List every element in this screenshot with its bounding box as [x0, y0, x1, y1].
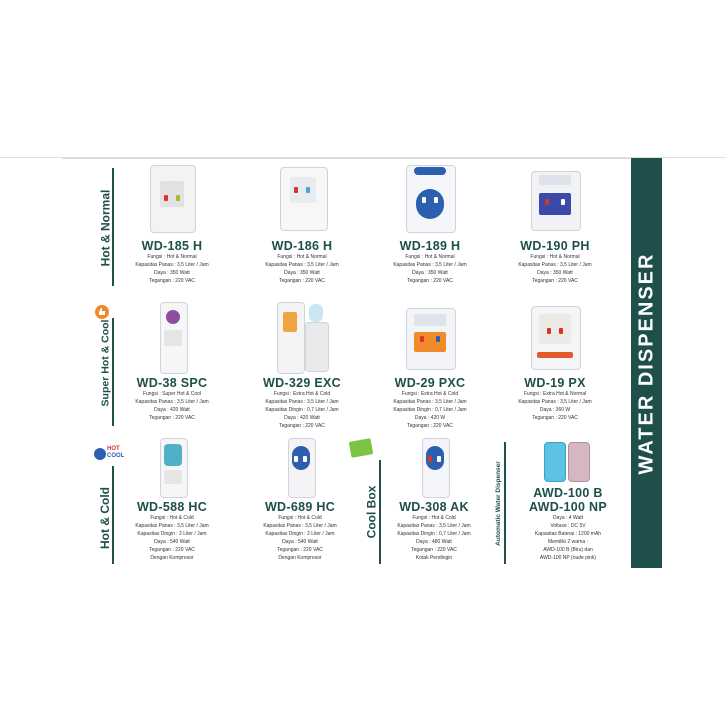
product-specs: Daya : 4 Watt Voltase : DC 5V Kapasitas Baterai : 1200 mAh Memiliki 2 warna : AWD-100 B (Biru) dan AWD-100 NP (nude pink)	[534, 515, 602, 561]
product-specs: Fungsi : Hot & Cold Kapasitas Panas : 3,5 Liter / Jam Kapasitas Dingin : 2 Liter / Jam Daya : 540 Watt Tegangan : 220 VAC Dengan Kompresor	[135, 515, 209, 561]
product-card	[368, 163, 492, 285]
row-label-text: Super Hot & Cool	[99, 319, 112, 406]
product-card	[110, 300, 234, 422]
product-specs: Fungsi : Hot & Cold Kapasitas Panas : 3,5 Liter / Jam Kapasitas Dingin : 2 Liter / Jam Daya : 540 Watt Tegangan : 220 VAC Dengan Kompresor	[263, 515, 337, 561]
dispenser-image	[404, 438, 464, 496]
product-specs: Fungsi : Hot & Normal Kapasitas Panas : 3,5 Liter / Jam Daya : 350 Watt Tegangan : 220 VAC	[135, 254, 209, 284]
cool-box-text: Cool Box	[364, 485, 379, 539]
dispenser-image	[270, 438, 330, 496]
product-model: WD-308 AK	[399, 500, 469, 514]
product-model: AWD-100 B AWD-100 NP	[528, 486, 608, 514]
product-card	[372, 438, 496, 562]
product-specs: Fungsi : Hot & Normal Kapasitas Panas : 3,5 Liter / Jam Daya : 350 Watt Tegangan : 220 VAC	[393, 254, 467, 284]
dispenser-image	[538, 438, 598, 482]
dispenser-image	[400, 163, 460, 235]
product-specs: Fungsi : Extra Hot & Cold Kapasitas Panas : 3,5 Liter / Jam Kapasitas Dingin : 0,7 Liter / Jam Daya : 420 Watt Tegangan : 220 VAC	[265, 391, 339, 429]
svg-text:HOT: HOT	[107, 446, 120, 452]
product-model: WD-185 H	[141, 239, 203, 253]
thumb-up-icon	[95, 305, 109, 319]
dispenser-image	[525, 163, 585, 235]
product-model: WD-189 H	[399, 239, 461, 253]
product-model: WD-588 HC	[136, 500, 208, 514]
product-model: WD-689 HC	[264, 500, 336, 514]
side-title	[631, 158, 662, 568]
product-model: WD-186 H	[271, 239, 333, 253]
product-model: WD-19 PX	[524, 376, 586, 390]
row-label-text: Hot & Cold	[98, 486, 112, 549]
product-card	[238, 438, 362, 562]
product-specs: Fungsi : Hot & Normal Kapasitas Panas : 3,5 Liter / Jam Daya : 350 Watt Tegangan : 220 VAC	[265, 254, 339, 284]
dispenser-image	[142, 438, 202, 496]
product-model: WD-29 PXC	[394, 376, 466, 390]
product-model: WD-38 SPC	[136, 376, 208, 390]
product-card	[110, 163, 234, 285]
svg-text:COOL: COOL	[107, 453, 125, 459]
product-card	[506, 438, 630, 562]
side-title-text: WATER DISPENSER	[635, 252, 657, 474]
product-model: WD-329 EXC	[262, 376, 342, 390]
dispenser-image	[272, 163, 332, 235]
product-card	[368, 300, 492, 430]
dispenser-image	[267, 300, 337, 372]
product-model: WD-190 PH	[520, 239, 590, 253]
product-card	[493, 163, 617, 285]
dispenser-image	[525, 300, 585, 372]
product-card	[110, 438, 234, 562]
product-specs: Fungsi : Super Hot & Cool Kapasitas Panas : 3,5 Liter / Jam Daya : 420 Watt Tegangan : 220 VAC	[135, 391, 209, 421]
product-specs: Fungsi : Hot & Cold Kapasitas Panas : 3,5 Liter / Jam Kapasitas Dingin : 0,7 Liter / Jam Daya : 480 Watt Tegangan : 220 VAC Kotak Pendingin	[397, 515, 471, 561]
product-card	[493, 300, 617, 422]
product-card	[240, 300, 364, 430]
product-specs: Fungsi : Extra Hot & Cold Kapasitas Panas : 3,5 Liter / Jam Kapasitas Dingin : 0,7 Liter / Jam Daya : 420 W Tegangan : 220 VAC	[393, 391, 467, 429]
dispenser-image	[400, 300, 460, 372]
product-specs: Fungsi : Extra Hot & Normal Kapasitas Panas : 3,5 Liter / Jam Daya : 360 W Tegangan : 220 VAC	[518, 391, 592, 421]
product-specs: Fungsi : Hot & Normal Kapasitas Panas : 3,5 Liter / Jam Daya : 350 Watt Tegangan : 220 VAC	[518, 254, 592, 284]
dispenser-image	[142, 300, 202, 372]
auto-dispenser-text: Automatic Water Dispenser	[494, 460, 502, 546]
row-label-text: Hot & Normal	[98, 189, 113, 267]
dispenser-image	[142, 163, 202, 235]
product-card	[240, 163, 364, 285]
